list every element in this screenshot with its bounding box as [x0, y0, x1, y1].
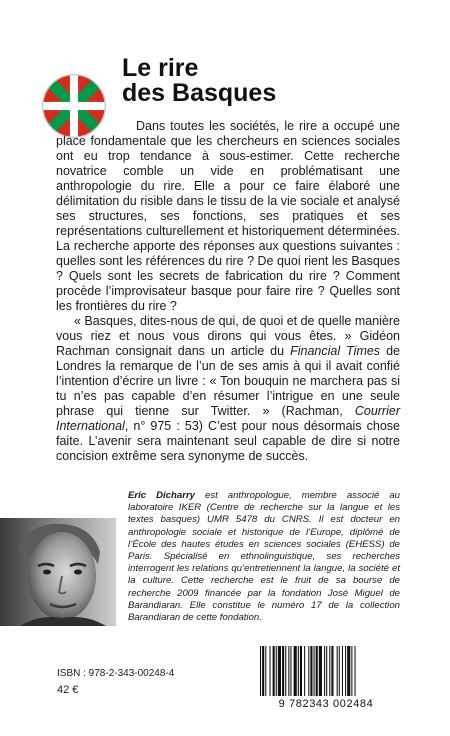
barcode-bar	[276, 646, 277, 696]
barcode-bar	[331, 646, 333, 696]
isbn: ISBN : 978-2-343-00248-4	[57, 668, 175, 679]
back-cover-text	[56, 119, 400, 464]
barcode-bar	[347, 646, 350, 696]
financial-times-title: Financial Times	[290, 344, 381, 358]
barcode-bar	[355, 646, 356, 696]
barcode-bar	[278, 646, 281, 696]
barcode-bar	[339, 646, 340, 696]
barcode-bar	[304, 646, 305, 696]
barcode-bar	[294, 646, 297, 696]
barcode-bar	[285, 646, 286, 696]
barcode-bar	[314, 646, 315, 696]
author-photo	[0, 518, 116, 626]
barcode-bar	[265, 646, 266, 696]
author-name: Eric Dicharry	[128, 490, 196, 501]
barcode-bar	[290, 646, 291, 696]
title-line-1: Le rire	[122, 54, 199, 82]
author-bio	[128, 490, 400, 624]
barcode-bar	[324, 646, 325, 696]
paragraph-1: Dans toutes les sociétés, le rire a occupé une place fondamentale que les chercheurs en sciences sociales ont eu trop tendance à sous-estimer. Cette recherche novatrice comble un vide en problématisant une anthropologie du rire. Elle a pour ce faire élaboré une délimitation du risible dans le tissu de la vie sociale et analysé ses structures, ses fonctions, ses pratiques et ses représentations culturellement et historiquement déterminées. La recherche apporte des réponses aux questions suivantes : quelles sont les références du rire ? De quoi rient les Basques ? Quels sont les secrets de fabrication du rire ? Comment procède l’improvisateur basque pour faire rire ? Quelles sont les frontières du rire ?	[56, 119, 400, 313]
barcode-bar	[273, 646, 275, 696]
barcode-bar	[310, 646, 312, 696]
barcode-bar	[269, 646, 270, 696]
barcode-bar	[326, 646, 327, 696]
barcode-digits: 9 782343 002484	[278, 698, 374, 710]
barcode-bar	[282, 646, 284, 696]
barcode	[254, 644, 398, 710]
barcode-bar	[316, 646, 318, 696]
book-title	[122, 56, 276, 106]
barcode-bar	[288, 646, 289, 696]
barcode-bar	[308, 646, 309, 696]
author-bio-text: est anthropologue, membre associé au laboratoire IKER (Centre de recherche sur la langue et les textes basques) UMR 5478 du CNRS. Il est docteur en anthropologie sociale et historique de l’Europe, diplômé de l’École des hautes études en sciences sociales (EHESS) de Paris. Spécialisé en ethnolinguistique, ses recherches interrogent les relations qu’entretiennent la langue, la société et la culture. Cette recherche est le fruit de sa bourse de recherche 2009 financée par la fondation José Miguel de Barandiaran. Elle constitue le numéro 17 de la collection Barandiaran de cette fondation.	[128, 490, 400, 624]
barcode-bar	[329, 646, 330, 696]
title-line-2: des Basques	[122, 79, 277, 107]
barcode-bar	[351, 646, 352, 696]
barcode-bar	[319, 646, 322, 696]
paragraph-2: « Basques, dites-nous de qui, de quoi et de quelle manière vous riez et nous vous dirons qui vous êtes. » Gidéon Rachman consignait dans un article du Financial Times de Londres la remarque de l’un de ses amis à qui il avait confié l’intention d’écrire un livre : « Ton bouquin ne marchera pas si tu n’es pas capable d’en résumer l’intrigue en une seule phrase qui tienne sur Twitter. » (Rachman, Courrier International, n° 975 : 53) C’est pour nous désormais chose faite. L’avenir sera maintenant seul capable de dire si notre concision extrême sera synonyme de succès.	[56, 314, 400, 463]
barcode-bar	[342, 646, 343, 696]
courrier-international-title: Courrier International	[56, 404, 400, 433]
barcode-bar	[298, 646, 299, 696]
barcode-bar	[337, 646, 338, 696]
barcode-bar	[300, 646, 302, 696]
barcode-bar	[260, 646, 261, 696]
barcode-bar	[345, 646, 346, 696]
barcode-bar	[262, 646, 264, 696]
price: 42 €	[57, 684, 79, 696]
